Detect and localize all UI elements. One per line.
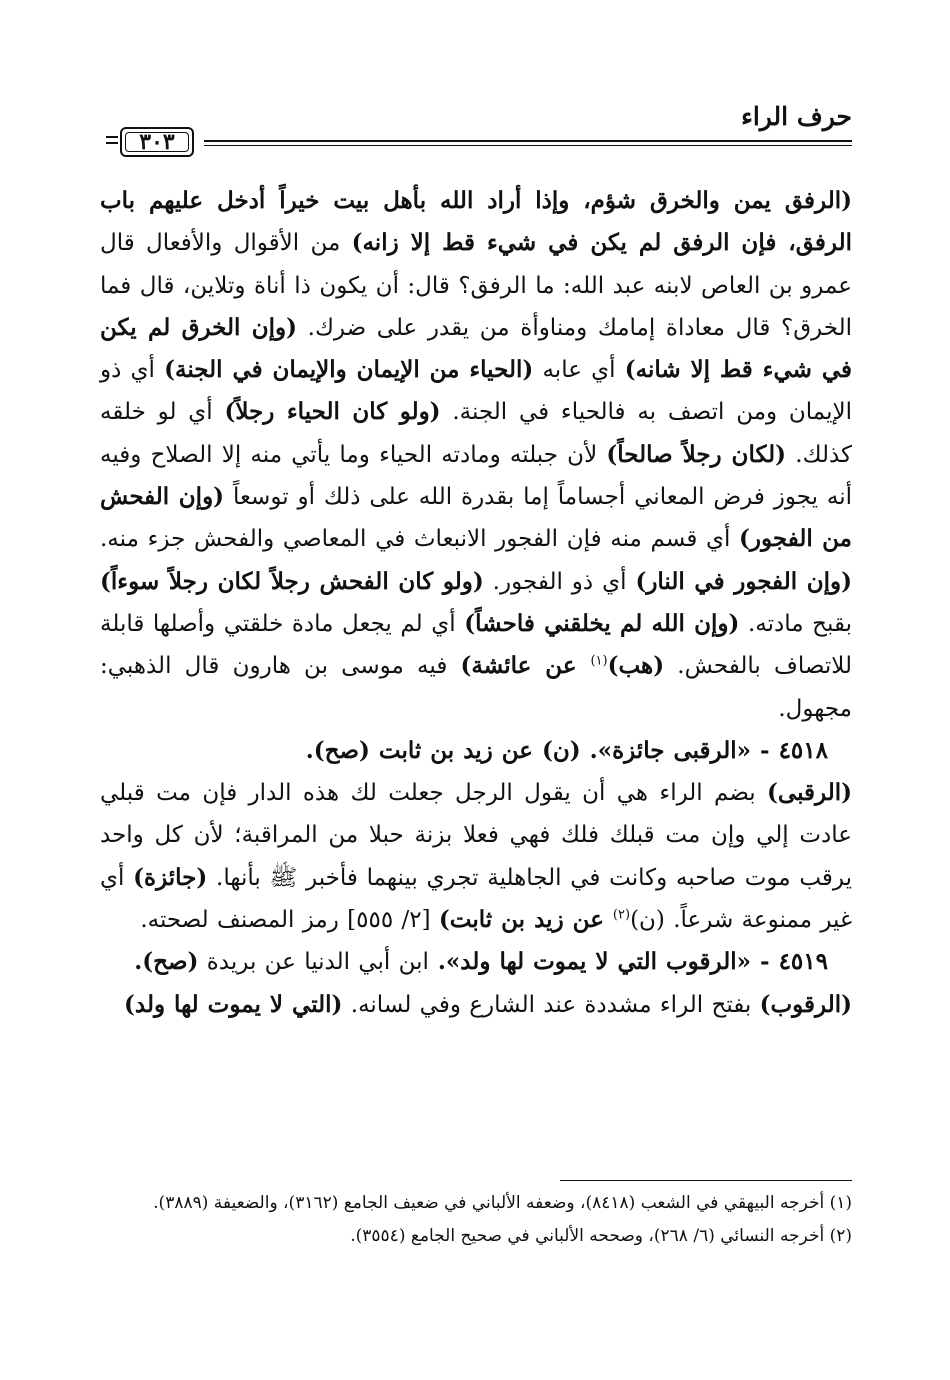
hadith-text: (الرقبى) bbox=[767, 779, 852, 807]
commentary-text: [٢/ ٥٥٥] رمز المصنف لصحته. bbox=[140, 907, 439, 934]
footnotes bbox=[100, 1188, 852, 1254]
footnote-rule bbox=[560, 1180, 852, 1181]
narrator: عن زيد بن ثابت) bbox=[438, 906, 613, 934]
page-number-text: ٣٠٣ bbox=[139, 129, 175, 155]
commentary-text: من الأقوال والأفعال قال عمرو بن العاص لابنه عبد الله: ما الرفق؟ قال: أن يكون ذا أناة وتلاين، قال فما الخرق؟ قال معاداة إمامك ومناوأة من يقدر على ضرك. bbox=[100, 230, 852, 341]
footnote-ref: (١) bbox=[590, 653, 608, 669]
body-text bbox=[100, 180, 852, 1026]
hadith-text: (الحياء من الإيمان والإيمان في الجنة) bbox=[164, 356, 534, 384]
hadith-entry-4518: ٤٥١٨ - «الرقبى جائزة». (ن) عن زيد بن ثابت (صح). bbox=[305, 736, 828, 764]
commentary-text: فيه موسى بن هارون قال الذهبي: مجهول. bbox=[100, 653, 852, 722]
paragraph-commentary-4518 bbox=[100, 772, 852, 941]
page-number-ornament bbox=[106, 136, 118, 144]
source-text: ابن أبي الدنيا عن بريدة bbox=[198, 949, 429, 976]
grade: (صح). bbox=[134, 948, 199, 976]
chapter-title: حرف الراء bbox=[741, 102, 852, 131]
page-number bbox=[120, 127, 194, 157]
hadith-text: (لكان رجلاً صالحاً) bbox=[606, 440, 787, 468]
hadith-text: ٤٥١٩ - «الرقوب التي لا يموت لها ولد». bbox=[428, 948, 828, 976]
commentary-text: لأن جبلته ومادته الحياء وما يأتي منه إلا الصلاح وفيه أنه يجوز فرض المعاني أجساماً إما بقدرة الله على ذلك أو توسعاً bbox=[100, 441, 852, 511]
commentary-text: أي غير ممنوعة شرعاً. bbox=[100, 864, 852, 934]
header-rule bbox=[204, 140, 852, 142]
footnote-2: (٢) أخرجه النسائي (٦/ ٢٦٨)، وصححه الألباني في صحيح الجامع (٣٥٥٤). bbox=[350, 1226, 852, 1246]
hadith-text: (جائزة) bbox=[133, 863, 208, 891]
hadith-text: (الرقوب) bbox=[759, 990, 852, 1018]
commentary-text: أي لو خلقه كذلك. bbox=[100, 399, 852, 468]
commentary-text: أي لم يجعل مادة خلقتي وأصلها قابلة للاتصاف بالفحش. bbox=[100, 610, 852, 680]
page-header bbox=[100, 100, 852, 164]
hadith-entry-4519 bbox=[100, 941, 852, 983]
hadith-text: (وإن الفحش من الفجور) bbox=[100, 483, 852, 553]
commentary-text: أي قسم منه فإن الفجور الانبعاث في المعاصي والفحش جزء منه. bbox=[100, 526, 740, 553]
commentary-text: بقبح مادته. bbox=[739, 610, 853, 637]
hadith-text: (ولو كان الحياء رجلاً) bbox=[224, 398, 441, 426]
commentary-text: بضم الراء هي أن يقول الرجل جعلت لك هذه الدار فإن مت قبلي عادت إلي وإن مت قبلك فلك فهي فعلا بزنة حبلا من المراقبة؛ لأن كل واحد يرقب موت صاحبه وكانت في الجاهلية تجري بينهما فأخبر ﷺ بأنها. bbox=[100, 780, 852, 891]
source-code: (هب) bbox=[607, 652, 665, 680]
footnote-ref: (٢) bbox=[612, 907, 631, 923]
hadith-text: (التي لا يموت لها ولد) bbox=[123, 990, 343, 1018]
commentary-text: أي عابه bbox=[533, 357, 625, 384]
paragraph-commentary-4519 bbox=[100, 984, 852, 1026]
narrator: عن عائشة) bbox=[460, 652, 591, 680]
hadith-text: (وإن الخرق لم يكن في شيء قط إلا شانه) bbox=[100, 313, 852, 384]
footnote-1: (١) أخرجه البيهقي في الشعب (٨٤١٨)، وضعفه الألباني في ضعيف الجامع (٣١٦٢)، والضعيفة (٣٨٨٩). bbox=[153, 1193, 852, 1213]
hadith-text: (الرفق يمن والخرق شؤم، وإذا أراد الله بأهل بيت خيراً أدخل عليهم باب الرفق، فإن الرفق لم يكن في شيء قط إلا زانه) bbox=[100, 187, 852, 257]
header-rule-thin bbox=[204, 145, 852, 146]
commentary-text: أي ذو الإيمان ومن اتصف به فالحياء في الجنة. bbox=[100, 357, 853, 426]
paragraph-hadith-commentary bbox=[100, 180, 852, 730]
commentary-text: بفتح الراء مشددة عند الشارع وفي لسانه. bbox=[342, 991, 760, 1018]
hadith-text: (وإن الله لم يخلقني فاحشاً) bbox=[464, 609, 740, 637]
hadith-text: (ولو كان الفحش رجلاً لكان رجلاً سوءاً) bbox=[100, 567, 484, 595]
commentary-text: أي ذو الفجور. bbox=[483, 568, 636, 595]
source-code: (ن) bbox=[630, 907, 665, 934]
hadith-text: (وإن الفجور في النار) bbox=[635, 567, 852, 595]
